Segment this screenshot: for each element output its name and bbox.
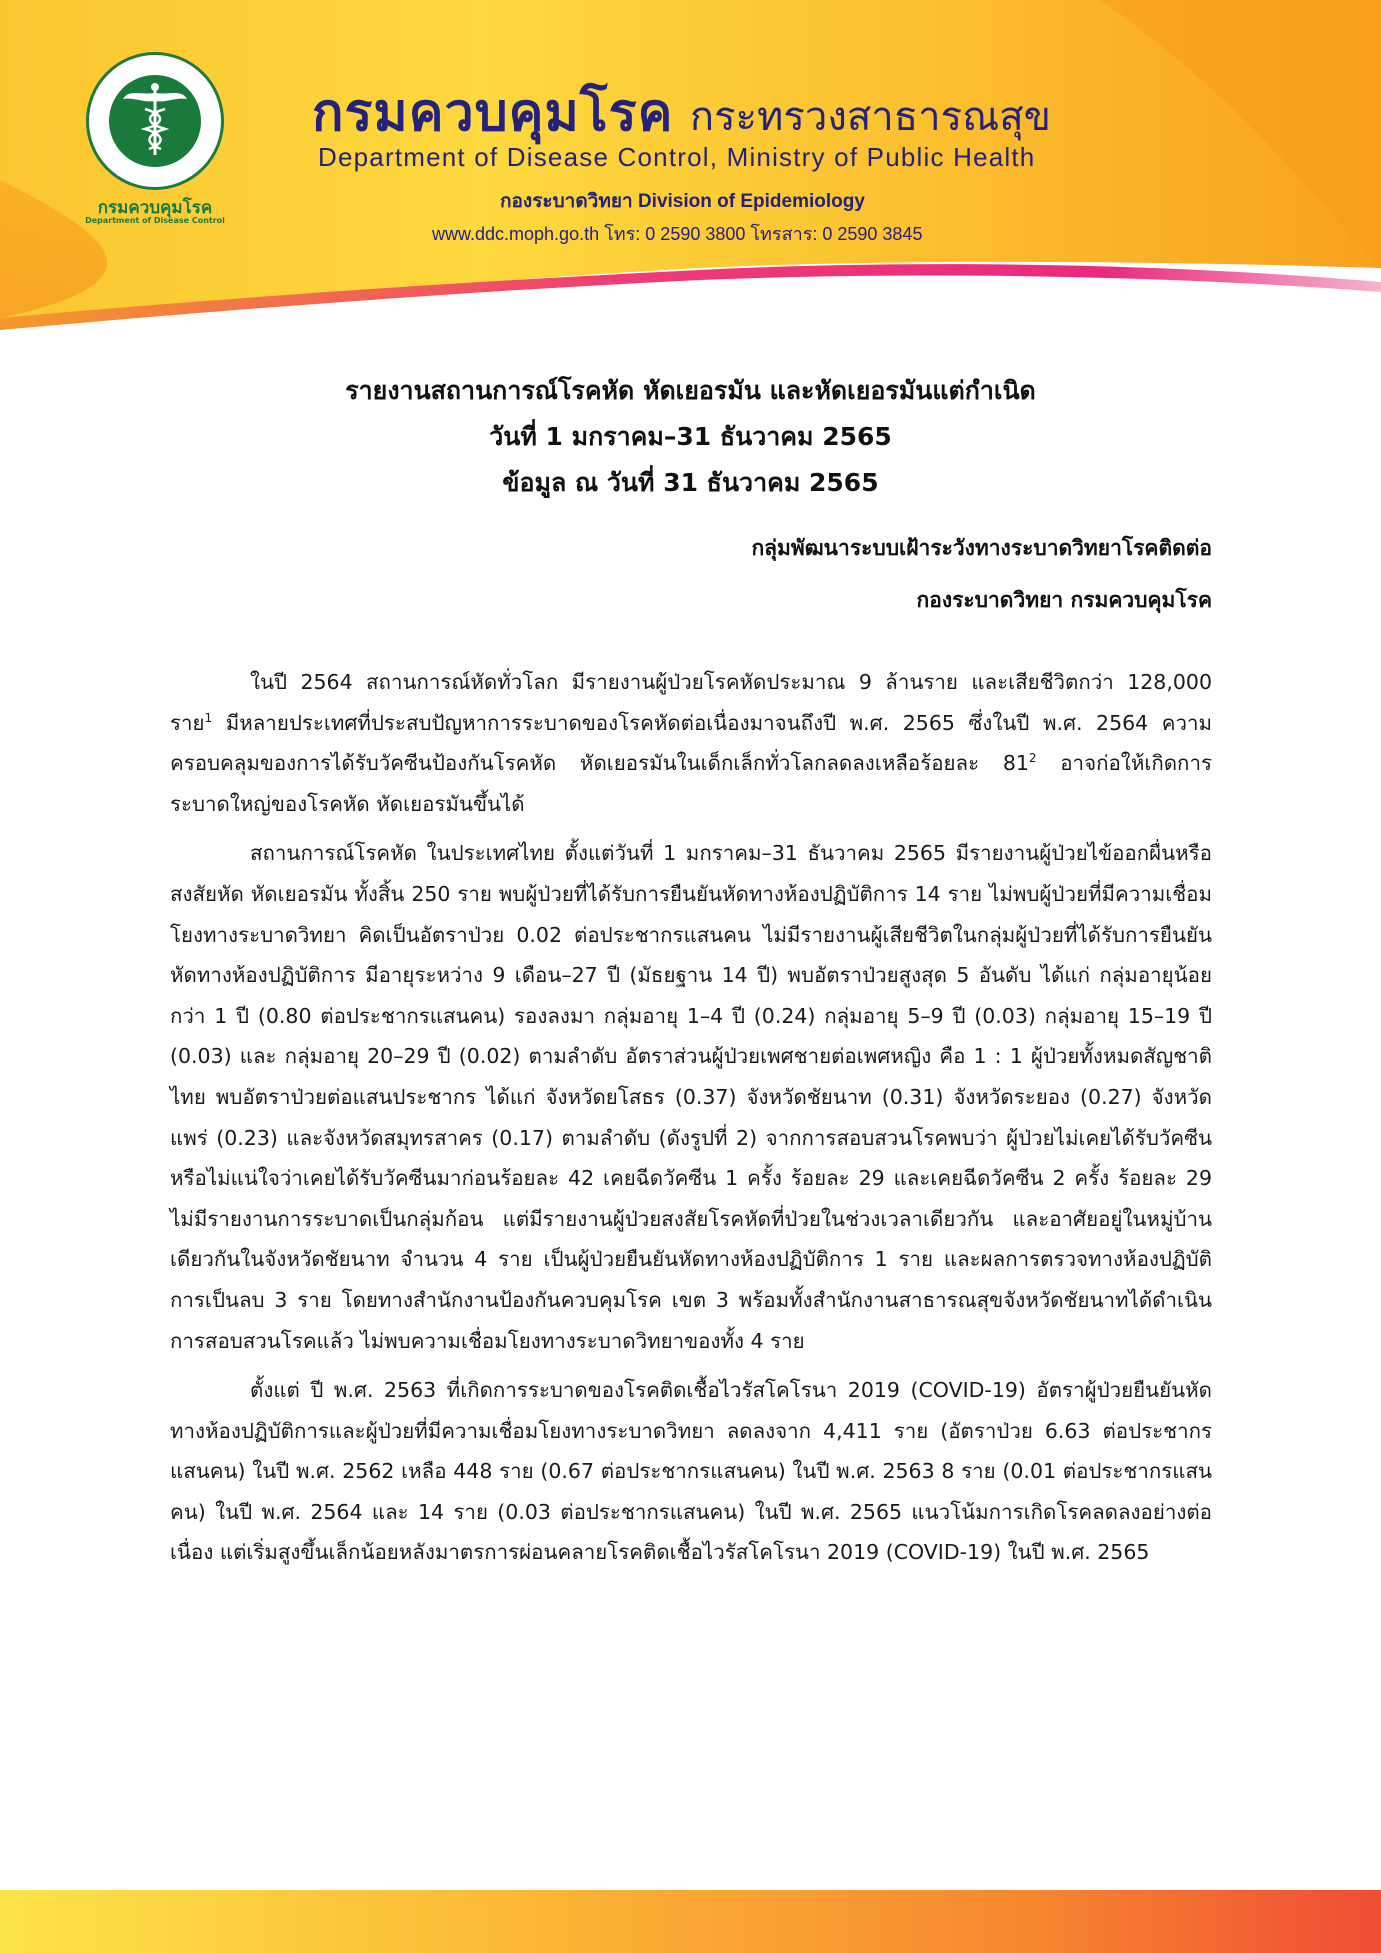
footnote-ref-1: 1 (204, 710, 213, 725)
ddc-logo (80, 52, 230, 232)
title-line-3: ข้อมูล ณ วันที่ 31 ธันวาคม 2565 (502, 468, 879, 497)
logo-seal (86, 52, 224, 190)
paragraph-covid-trend: ตั้งแต่ ปี พ.ศ. 2563 ที่เกิดการระบาดของโรคติดเชื้อไวรัสโคโรนา 2019 (COVID-19) อัตราผู้ป่วยยืนยันหัดทางห้องปฏิบัติการและผู้ป่วยที่มีความเชื่อมโยงทางระบาดวิทยา ลดลงจาก 4,411 ราย (อัตราป่วย 6.63 ต่อประชากรแสนคน) ในปี พ.ศ. 2562 เหลือ 448 ราย (0.67 ต่อประชากรแสนคน) ในปี พ.ศ. 2563 8 ราย (0.01 ต่อประชากรแสนคน) ในปี พ.ศ. 2564 และ 14 ราย (0.03 ต่อประชากรแสนคน) ในปี พ.ศ. 2565 แนวโน้มการเกิดโรคลดลงอย่างต่อเนื่อง แต่เริ่มสูงขึ้นเล็กน้อยหลังมาตรการผ่อนคลายโรคติดเชื้อไวรัสโคโรนา 2019 (COVID-19) ในปี พ.ศ. 2565 (170, 1378, 1212, 1565)
title-line-1: รายงานสถานการณ์โรคหัด หัดเยอรมัน และหัดเยอรมันแต่กำเนิด (345, 376, 1036, 405)
author-unit: กลุ่มพัฒนาระบบเฝ้าระวังทางระบาดวิทยาโรคติดต่อ (751, 536, 1212, 560)
logo-name-th: กรมควบคุมโรค (97, 198, 213, 218)
contact-info: www.ddc.moph.go.th โทร: 0 2590 3800 โทรสาร: 0 2590 3845 (432, 224, 923, 244)
paragraph-global-situation (170, 662, 1212, 824)
paragraph-1-part-c: อาจก่อให้เกิดการระบาดใหญ่ของโรคหัด หัดเยอรมันขึ้นได้ (170, 751, 1212, 816)
department-name-th: กรมควบคุมโรค (312, 84, 674, 142)
logo-name-en: Department of Disease Control (85, 216, 225, 225)
header-title-row (312, 70, 1132, 153)
report-body (170, 662, 1212, 1582)
department-name-en: Department of Disease Control, Ministry of Public Health (318, 142, 1036, 172)
author-block (170, 522, 1212, 626)
report-title (170, 368, 1211, 506)
ministry-name-th: กระทรวงสาธารณสุข (689, 95, 1051, 139)
paragraph-1-part-b: มีหลายประเทศที่ประสบปัญหาการระบาดของโรคหัดต่อเนื่องมาจนถึงปี พ.ศ. 2565 ซึ่งในปี พ.ศ. 2564 ความครอบคลุมของการได้รับวัคซีนป้องกันโรคหัด หัดเยอรมันในเด็กเล็กทั่วโลกลดลงเหลือร้อยละ 81 (170, 710, 1212, 776)
title-line-2: วันที่ 1 มกราคม–31 ธันวาคม 2565 (489, 422, 892, 451)
author-division: กองระบาดวิทยา กรมควบคุมโรค (916, 588, 1212, 612)
paragraph-1-part-a: ในปี 2564 สถานการณ์หัดทั่วโลก มีรายงานผู้ป่วยโรคหัดประมาณ 9 ล้านราย และเสียชีวิตกว่า 128,000 ราย (170, 670, 1212, 735)
footer-bar (0, 1890, 1381, 1953)
footnote-ref-2: 2 (1028, 751, 1037, 766)
header-banner (0, 0, 1381, 330)
paragraph-thailand-situation: สถานการณ์โรคหัด ในประเทศไทย ตั้งแต่วันที่ 1 มกราคม–31 ธันวาคม 2565 มีรายงานผู้ป่วยไข้ออกผื่นหรือสงสัยหัด หัดเยอรมัน ทั้งสิ้น 250 ราย พบผู้ป่วยที่ได้รับการยืนยันหัดทางห้องปฏิบัติการ 14 ราย ไม่พบผู้ป่วยที่มีความเชื่อมโยงทางระบาดวิทยา คิดเป็นอัตราป่วย 0.02 ต่อประชากรแสนคน ไม่มีรายงานผู้เสียชีวิตในกลุ่มผู้ป่วยที่ได้รับการยืนยันหัดทางห้องปฏิบัติการ มีอายุระหว่าง 9 เดือน–27 ปี (มัธยฐาน 14 ปี) พบอัตราป่วยสูงสุด 5 อันดับ ได้แก่ กลุ่มอายุน้อยกว่า 1 ปี (0.80 ต่อประชากรแสนคน) รองลงมา กลุ่มอายุ 1–4 ปี (0.24) กลุ่มอายุ 5–9 ปี (0.03) กลุ่มอายุ 15–19 ปี (0.03) และ กลุ่มอายุ 20–29 ปี (0.02) ตามลำดับ อัตราส่วนผู้ป่วยเพศชายต่อเพศหญิง คือ 1 : 1 ผู้ป่วยทั้งหมดสัญชาติไทย พบอัตราป่วยต่อแสนประชากร ได้แก่ จังหวัดยโสธร (0.37) จังหวัดชัยนาท (0.31) จังหวัดระยอง (0.27) จังหวัดแพร่ (0.23) และจังหวัดสมุทรสาคร (0.17) ตามลำดับ (ดังรูปที่ 2) จากการสอบสวนโรคพบว่า ผู้ป่วยไม่เคยได้รับวัคซีนหรือไม่แน่ใจว่าเคยได้รับวัคซีนมาก่อนร้อยละ 42 เคยฉีดวัคซีน 1 ครั้ง ร้อยละ 29 และเคยฉีดวัคซีน 2 ครั้ง ร้อยละ 29 ไม่มีรายงานการระบาดเป็นกลุ่มก้อน แต่มีรายงานผู้ป่วยสงสัยโรคหัดที่ป่วยในช่วงเวลาเดียวกัน และอาศัยอยู่ในหมู่บ้านเดียวกันในจังหวัดชัยนาท จำนวน 4 ราย เป็นผู้ป่วยยืนยันหัดทางห้องปฏิบัติการ 1 ราย และผลการตรวจทางห้องปฏิบัติการเป็นลบ 3 ราย โดยทางสำนักงานป้องกันควบคุมโรค เขต 3 พร้อมทั้งสำนักงานสาธารณสุขจังหวัดชัยนาทได้ดำเนินการสอบสวนโรคแล้ว ไม่พบความเชื่อมโยงทางระบาดวิทยาของทั้ง 4 ราย (170, 841, 1212, 1353)
division-name: กองระบาดวิทยา Division of Epidemiology (500, 191, 865, 212)
caduceus-icon (109, 75, 201, 167)
